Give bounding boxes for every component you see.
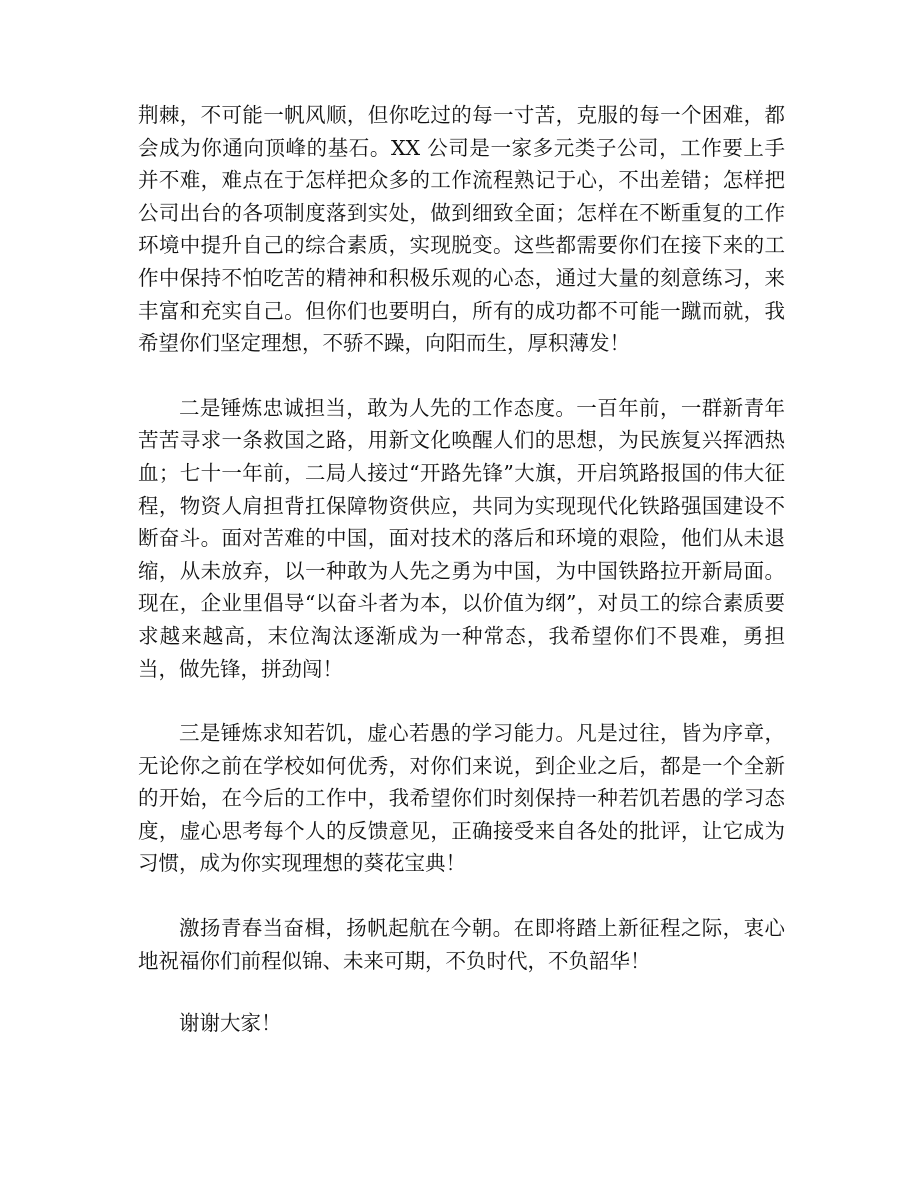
document-body <box>138 99 785 1072</box>
paragraph-continuation: 荆棘，不可能一帆风顺，但你吃过的每一寸苦，克服的每一个困难，都会成为你通向顶峰的基石。XX 公司是一家多元类子公司，工作要上手并不难，难点在于怎样把众多的工作流程熟记于心，不出差错；怎样把公司出台的各项制度落到实处，做到细致全面；怎样在不断重复的工作环境中提升自己的综合素质，实现脱变。这些都需要你们在接下来的工作中保持不怕吃苦的精神和积极乐观的心态，通过大量的刻意练习，来丰富和充实自己。但你们也要明白，所有的成功都不可能一蹴而就，我希望你们坚定理想，不骄不躁，向阳而生，厚积薄发！ <box>138 103 785 356</box>
paragraph-thanks: 谢谢大家！ <box>179 1011 282 1036</box>
paragraph-wishes: 激扬青春当奋楫，扬帆起航在今朝。在即将踏上新征程之际，衷心地祝福你们前程似锦、未来可期，不负时代，不负韶华！ <box>138 916 785 973</box>
paragraph-loyalty: 二是锤炼忠诚担当，敢为人先的工作态度。一百年前，一群新青年苦苦寻求一条救国之路，用新文化唤醒人们的思想，为民族复兴挥洒热血；七十一年前，二局人接过“开路先锋”大旗，开启筑路报国的伟大征程，物资人肩担背扛保障物资供应，共同为实现现代化铁路强国建设不断奋斗。面对苦难的中国，面对技术的落后和环境的艰险，他们从未退缩，从未放弃，以一种敢为人先之勇为中国，为中国铁路拉开新局面。现在，企业里倡导“以奋斗者为本，以价值为纲”，对员工的综合素质要求越来越高，末位淘汰逐渐成为一种常态，我希望你们不畏难，勇担当，做先锋，拼劲闯！ <box>138 395 785 681</box>
paragraph-learning: 三是锤炼求知若饥，虚心若愚的学习能力。凡是过往，皆为序章，无论你之前在学校如何优秀，对你们来说，到企业之后，都是一个全新的开始，在今后的工作中，我希望你们时刻保持一种若饥若愚的学习态度，虚心思考每个人的反馈意见，正确接受来自各处的批评，让它成为习惯，成为你实现理想的葵花宝典！ <box>138 721 785 876</box>
